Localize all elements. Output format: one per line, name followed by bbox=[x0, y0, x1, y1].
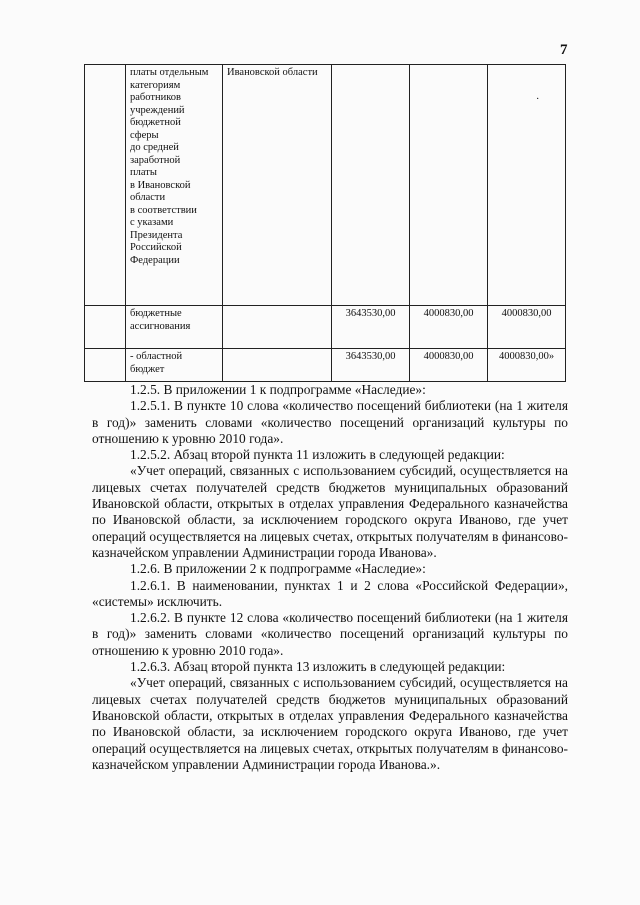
scan-mark: . bbox=[536, 91, 539, 102]
value-cell: 4000830,00 bbox=[410, 306, 488, 349]
cell-line: в соответствии bbox=[130, 204, 197, 216]
budget-table bbox=[84, 64, 566, 382]
cell-line: области bbox=[130, 192, 166, 203]
paragraph: «Учет операций, связанных с использованием субсидий, осуществляется на лицевых счетах получателей средств бюджетов муниципальных образований Ивановской области, открытых в отделах управления Федерального казначейства по Ивановской области, за исключением городского округа Иваново, где учет операций осуществляется на лицевых счетах, открытых получателям в финансово-казначейском управлении Администрации города Иванова». bbox=[92, 463, 568, 560]
table-cell bbox=[223, 349, 332, 382]
paragraph: 1.2.6.3. Абзац второй пункта 13 изложить в следующей редакции: bbox=[130, 659, 506, 675]
cell-line: бюджетной bbox=[130, 117, 181, 128]
document-body bbox=[92, 382, 568, 773]
row-label: - областной бюджет bbox=[126, 349, 223, 382]
table-cell bbox=[410, 65, 488, 306]
value-cell: 4000830,00» bbox=[488, 349, 566, 382]
cell-line: Федерации bbox=[130, 254, 180, 266]
cell-line: работников bbox=[130, 92, 181, 103]
paragraph: 1.2.5.2. Абзац второй пункта 11 изложить в следующей редакции: bbox=[130, 447, 505, 463]
table-row bbox=[85, 349, 566, 382]
table-row bbox=[85, 306, 566, 349]
table-cell bbox=[85, 306, 126, 349]
cell-line: категориям bbox=[130, 79, 181, 91]
value-cell: 3643530,00 bbox=[332, 349, 410, 382]
cell-line: с указами bbox=[130, 217, 174, 228]
paragraph: 1.2.5. В приложении 1 к подпрограмме «Наследие»: bbox=[130, 382, 426, 397]
table-cell bbox=[85, 65, 126, 306]
cell-line: платы отдельным bbox=[130, 67, 209, 78]
paragraph: 1.2.6.2. В пункте 12 слова «количество посещений библиотеки (на 1 жителя в год)» заменить словами «количество посещений организаций культуры по отношению к уровню 2010 года». bbox=[92, 610, 568, 658]
paragraph: 1.2.6. В приложении 2 к подпрограмме «Наследие»: bbox=[130, 561, 426, 577]
table-cell bbox=[223, 306, 332, 349]
cell-line: платы bbox=[130, 167, 157, 178]
table-row bbox=[85, 65, 566, 306]
cell-line: Президента bbox=[130, 229, 183, 241]
page-number: 7 bbox=[560, 42, 568, 58]
executor-cell: Ивановской области bbox=[223, 65, 332, 306]
table-cell bbox=[332, 65, 410, 306]
table-cell bbox=[85, 349, 126, 382]
value-cell: 4000830,00 bbox=[488, 306, 566, 349]
cell-line: в Ивановской bbox=[130, 179, 191, 191]
program-description-cell bbox=[126, 65, 223, 306]
cell-line: до средней bbox=[130, 142, 179, 153]
cell-line: учреждений bbox=[130, 104, 185, 116]
value-cell: 3643530,00 bbox=[332, 306, 410, 349]
paragraph: 1.2.5.1. В пункте 10 слова «количество посещений библиотеки (на 1 жителя в год)» заменить словами «количество посещений организаций культуры по отношению к уровню 2010 года». bbox=[92, 398, 568, 446]
table-cell bbox=[488, 65, 566, 306]
value-cell: 4000830,00 bbox=[410, 349, 488, 382]
row-label: бюджетные ассигнования bbox=[126, 306, 223, 349]
paragraph: 1.2.6.1. В наименовании, пунктах 1 и 2 слова «Российской Федерации», «системы» исключить. bbox=[92, 577, 568, 609]
cell-line: заработной bbox=[130, 154, 181, 166]
paragraph: «Учет операций, связанных с использованием субсидий, осуществляется на лицевых счетах получателей средств бюджетов муниципальных образований Ивановской области, открытых в отделах управления Федерального казначейства по Ивановской области, за исключением городского округа Иваново, где учет операций осуществляется на лицевых счетах, открытых получателям в финансово-казначейском управлении Администрации города Иванова.». bbox=[92, 675, 568, 772]
cell-line: Российской bbox=[130, 242, 182, 253]
cell-line: сферы bbox=[130, 129, 159, 141]
